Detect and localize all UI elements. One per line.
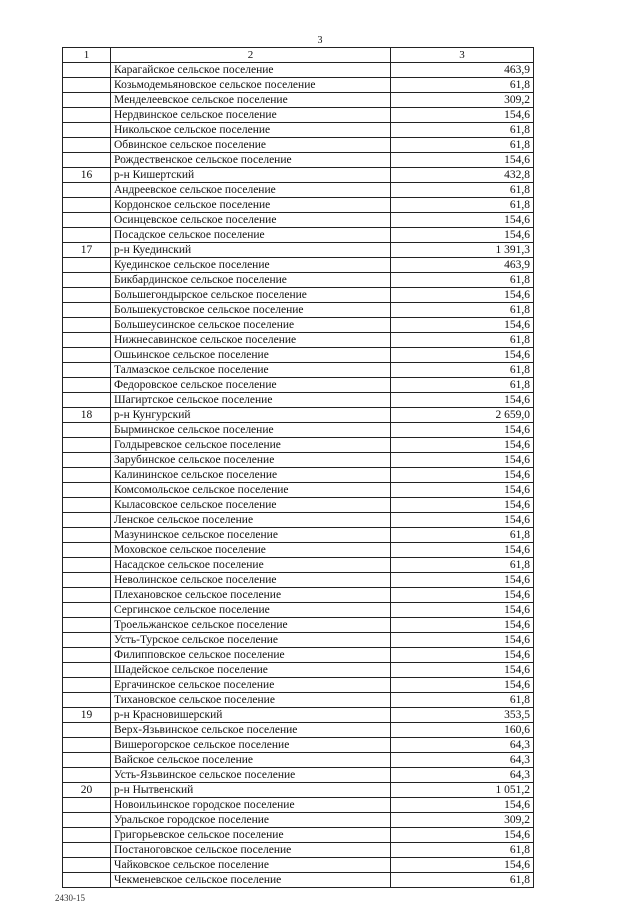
- footer-code: 2430-15: [55, 893, 85, 903]
- settlement-name-cell: Большеусинское сельское поселение: [111, 318, 391, 333]
- row-number-cell: [63, 198, 111, 213]
- amount-cell: 61,8: [391, 123, 534, 138]
- row-number-cell: [63, 663, 111, 678]
- table-row: [63, 648, 534, 663]
- row-number-cell: 16: [63, 168, 111, 183]
- table-row: [63, 633, 534, 648]
- table-row: [63, 558, 534, 573]
- settlement-name-cell: Кыласовское сельское поселение: [111, 498, 391, 513]
- table-row: [63, 108, 534, 123]
- table-row: [63, 318, 534, 333]
- amount-cell: 154,6: [391, 603, 534, 618]
- settlement-name-cell: Бикбардинское сельское поселение: [111, 273, 391, 288]
- amount-cell: 154,6: [391, 423, 534, 438]
- row-number-cell: [63, 423, 111, 438]
- table-row: [63, 378, 534, 393]
- settlement-name-cell: Моховское сельское поселение: [111, 543, 391, 558]
- amount-cell: 61,8: [391, 693, 534, 708]
- amount-cell: 154,6: [391, 513, 534, 528]
- settlement-name-cell: Постаноговское сельское поселение: [111, 843, 391, 858]
- settlement-name-cell: Зарубинское сельское поселение: [111, 453, 391, 468]
- table-row: [63, 453, 534, 468]
- settlement-name-cell: Тихановское сельское поселение: [111, 693, 391, 708]
- row-number-cell: [63, 573, 111, 588]
- amount-cell: 61,8: [391, 303, 534, 318]
- table-row: [63, 423, 534, 438]
- row-number-cell: [63, 648, 111, 663]
- settlement-name-cell: Талмазское сельское поселение: [111, 363, 391, 378]
- settlement-name-cell: Федоровское сельское поселение: [111, 378, 391, 393]
- table-row: [63, 153, 534, 168]
- row-number-cell: [63, 318, 111, 333]
- amount-cell: 154,6: [391, 678, 534, 693]
- settlement-name-cell: р-н Кишертский: [111, 168, 391, 183]
- amount-cell: 61,8: [391, 138, 534, 153]
- table-row: [63, 288, 534, 303]
- amount-cell: 61,8: [391, 363, 534, 378]
- table-row: [63, 168, 534, 183]
- row-number-cell: [63, 498, 111, 513]
- settlement-name-cell: Андреевское сельское поселение: [111, 183, 391, 198]
- settlement-name-cell: Вайское сельское поселение: [111, 753, 391, 768]
- row-number-cell: [63, 768, 111, 783]
- table-row: [63, 858, 534, 873]
- row-number-cell: [63, 363, 111, 378]
- row-number-cell: [63, 348, 111, 363]
- settlement-name-cell: р-н Куединский: [111, 243, 391, 258]
- table-row: [63, 408, 534, 423]
- settlement-name-cell: Менделеевское сельское поселение: [111, 93, 391, 108]
- settlement-name-cell: Голдыревское сельское поселение: [111, 438, 391, 453]
- amount-cell: 154,6: [391, 153, 534, 168]
- amount-cell: 61,8: [391, 558, 534, 573]
- row-number-cell: [63, 558, 111, 573]
- row-number-cell: 18: [63, 408, 111, 423]
- table-row: [63, 588, 534, 603]
- table-row: [63, 303, 534, 318]
- row-number-cell: [63, 378, 111, 393]
- amount-cell: 154,6: [391, 798, 534, 813]
- settlement-name-cell: Филипповское сельское поселение: [111, 648, 391, 663]
- table-row: [63, 813, 534, 828]
- row-number-cell: [63, 453, 111, 468]
- amount-cell: 2 659,0: [391, 408, 534, 423]
- row-number-cell: [63, 63, 111, 78]
- settlement-name-cell: р-н Красновишерский: [111, 708, 391, 723]
- table-header-row: [63, 48, 534, 63]
- amount-cell: 61,8: [391, 333, 534, 348]
- settlement-name-cell: Сергинское сельское поселение: [111, 603, 391, 618]
- amount-cell: 154,6: [391, 468, 534, 483]
- table-row: [63, 258, 534, 273]
- settlement-name-cell: Куединское сельское поселение: [111, 258, 391, 273]
- table-row: [63, 138, 534, 153]
- amount-cell: 61,8: [391, 843, 534, 858]
- amount-cell: 154,6: [391, 453, 534, 468]
- settlement-name-cell: Григорьевское сельское поселение: [111, 828, 391, 843]
- row-number-cell: [63, 273, 111, 288]
- settlement-name-cell: Вишерогорское сельское поселение: [111, 738, 391, 753]
- table-row: [63, 273, 534, 288]
- row-number-cell: [63, 213, 111, 228]
- settlement-name-cell: Усть-Турское сельское поселение: [111, 633, 391, 648]
- table-row: [63, 843, 534, 858]
- table-row: [63, 498, 534, 513]
- table-row: [63, 693, 534, 708]
- amount-cell: 154,6: [391, 348, 534, 363]
- settlement-name-cell: Бырминское сельское поселение: [111, 423, 391, 438]
- row-number-cell: 19: [63, 708, 111, 723]
- row-number-cell: [63, 123, 111, 138]
- row-number-cell: [63, 678, 111, 693]
- row-number-cell: [63, 78, 111, 93]
- table-row: [63, 603, 534, 618]
- row-number-cell: [63, 633, 111, 648]
- settlement-name-cell: Кордонское сельское поселение: [111, 198, 391, 213]
- amount-cell: 154,6: [391, 618, 534, 633]
- settlement-name-cell: Рождественское сельское поселение: [111, 153, 391, 168]
- amount-cell: 154,6: [391, 588, 534, 603]
- amount-cell: 64,3: [391, 738, 534, 753]
- amount-cell: 309,2: [391, 93, 534, 108]
- row-number-cell: [63, 738, 111, 753]
- table-row: [63, 483, 534, 498]
- table-row: [63, 663, 534, 678]
- row-number-cell: [63, 93, 111, 108]
- settlement-name-cell: Ошьинское сельское поселение: [111, 348, 391, 363]
- settlement-name-cell: Карагайское сельское поселение: [111, 63, 391, 78]
- amount-cell: 309,2: [391, 813, 534, 828]
- amount-cell: 154,6: [391, 648, 534, 663]
- row-number-cell: 20: [63, 783, 111, 798]
- table-row: [63, 738, 534, 753]
- amount-cell: 61,8: [391, 78, 534, 93]
- table-row: [63, 348, 534, 363]
- amount-cell: 154,6: [391, 228, 534, 243]
- amount-cell: 154,6: [391, 288, 534, 303]
- row-number-cell: [63, 798, 111, 813]
- row-number-cell: [63, 843, 111, 858]
- table-row: [63, 708, 534, 723]
- allocation-table: [62, 47, 534, 888]
- settlement-name-cell: Посадское сельское поселение: [111, 228, 391, 243]
- table-row: [63, 543, 534, 558]
- header-col-1: 1: [63, 48, 111, 63]
- amount-cell: 1 051,2: [391, 783, 534, 798]
- row-number-cell: [63, 138, 111, 153]
- settlement-name-cell: Мазунинское сельское поселение: [111, 528, 391, 543]
- table-body: [63, 48, 534, 888]
- row-number-cell: [63, 858, 111, 873]
- row-number-cell: [63, 483, 111, 498]
- table-row: [63, 468, 534, 483]
- amount-cell: 61,8: [391, 528, 534, 543]
- amount-cell: 154,6: [391, 543, 534, 558]
- amount-cell: 154,6: [391, 828, 534, 843]
- table-row: [63, 243, 534, 258]
- amount-cell: 154,6: [391, 498, 534, 513]
- row-number-cell: [63, 618, 111, 633]
- settlement-name-cell: Обвинское сельское поселение: [111, 138, 391, 153]
- row-number-cell: [63, 723, 111, 738]
- table-row: [63, 228, 534, 243]
- table-row: [63, 63, 534, 78]
- amount-cell: 154,6: [391, 318, 534, 333]
- settlement-name-cell: Калининское сельское поселение: [111, 468, 391, 483]
- amount-cell: 432,8: [391, 168, 534, 183]
- amount-cell: 154,6: [391, 483, 534, 498]
- row-number-cell: [63, 333, 111, 348]
- table-row: [63, 783, 534, 798]
- settlement-name-cell: Уральское городское поселение: [111, 813, 391, 828]
- amount-cell: 61,8: [391, 183, 534, 198]
- table-row: [63, 363, 534, 378]
- table-row: [63, 393, 534, 408]
- settlement-name-cell: Неволинское сельское поселение: [111, 573, 391, 588]
- table-row: [63, 123, 534, 138]
- amount-cell: 154,6: [391, 858, 534, 873]
- table-row: [63, 528, 534, 543]
- row-number-cell: [63, 753, 111, 768]
- row-number-cell: [63, 828, 111, 843]
- amount-cell: 353,5: [391, 708, 534, 723]
- row-number-cell: [63, 543, 111, 558]
- row-number-cell: [63, 468, 111, 483]
- table-row: [63, 873, 534, 888]
- table-row: [63, 753, 534, 768]
- amount-cell: 154,6: [391, 663, 534, 678]
- settlement-name-cell: Шадейское сельское поселение: [111, 663, 391, 678]
- amount-cell: 61,8: [391, 273, 534, 288]
- settlement-name-cell: Ленское сельское поселение: [111, 513, 391, 528]
- settlement-name-cell: Нердвинское сельское поселение: [111, 108, 391, 123]
- settlement-name-cell: Новоильинское городское поселение: [111, 798, 391, 813]
- row-number-cell: [63, 108, 111, 123]
- amount-cell: 61,8: [391, 378, 534, 393]
- amount-cell: 64,3: [391, 753, 534, 768]
- amount-cell: 61,8: [391, 198, 534, 213]
- amount-cell: 154,6: [391, 633, 534, 648]
- settlement-name-cell: Никольское сельское поселение: [111, 123, 391, 138]
- row-number-cell: [63, 693, 111, 708]
- settlement-name-cell: Усть-Язьвинское сельское поселение: [111, 768, 391, 783]
- table-row: [63, 618, 534, 633]
- settlement-name-cell: Троельжанское сельское поселение: [111, 618, 391, 633]
- settlement-name-cell: Плехановское сельское поселение: [111, 588, 391, 603]
- settlement-name-cell: Нижнесавинское сельское поселение: [111, 333, 391, 348]
- table-row: [63, 723, 534, 738]
- settlement-name-cell: Насадское сельское поселение: [111, 558, 391, 573]
- table-row: [63, 198, 534, 213]
- row-number-cell: [63, 183, 111, 198]
- amount-cell: 154,6: [391, 213, 534, 228]
- settlement-name-cell: р-н Кунгурский: [111, 408, 391, 423]
- table-row: [63, 333, 534, 348]
- amount-cell: 154,6: [391, 393, 534, 408]
- row-number-cell: [63, 303, 111, 318]
- amount-cell: 154,6: [391, 573, 534, 588]
- page-number: 3: [317, 35, 323, 46]
- settlement-name-cell: Осинцевское сельское поселение: [111, 213, 391, 228]
- settlement-name-cell: Большекустовское сельское поселение: [111, 303, 391, 318]
- settlement-name-cell: Шагиртское сельское поселение: [111, 393, 391, 408]
- amount-cell: 61,8: [391, 873, 534, 888]
- row-number-cell: 17: [63, 243, 111, 258]
- amount-cell: 154,6: [391, 438, 534, 453]
- table-row: [63, 573, 534, 588]
- table-row: [63, 798, 534, 813]
- row-number-cell: [63, 528, 111, 543]
- table-row: [63, 78, 534, 93]
- settlement-name-cell: р-н Нытвенский: [111, 783, 391, 798]
- amount-cell: 463,9: [391, 258, 534, 273]
- settlement-name-cell: Комсомольское сельское поселение: [111, 483, 391, 498]
- settlement-name-cell: Чайковское сельское поселение: [111, 858, 391, 873]
- row-number-cell: [63, 258, 111, 273]
- row-number-cell: [63, 288, 111, 303]
- amount-cell: 463,9: [391, 63, 534, 78]
- row-number-cell: [63, 603, 111, 618]
- table-row: [63, 183, 534, 198]
- row-number-cell: [63, 438, 111, 453]
- settlement-name-cell: Большегондырское сельское поселение: [111, 288, 391, 303]
- amount-cell: 1 391,3: [391, 243, 534, 258]
- table-row: [63, 513, 534, 528]
- table-row: [63, 678, 534, 693]
- amount-cell: 64,3: [391, 768, 534, 783]
- table-row: [63, 768, 534, 783]
- row-number-cell: [63, 873, 111, 888]
- table-row: [63, 213, 534, 228]
- header-col-2: 2: [111, 48, 391, 63]
- table-row: [63, 438, 534, 453]
- row-number-cell: [63, 813, 111, 828]
- table-row: [63, 93, 534, 108]
- amount-cell: 154,6: [391, 108, 534, 123]
- table-row: [63, 828, 534, 843]
- row-number-cell: [63, 393, 111, 408]
- amount-cell: 160,6: [391, 723, 534, 738]
- settlement-name-cell: Верх-Язьвинское сельское поселение: [111, 723, 391, 738]
- row-number-cell: [63, 513, 111, 528]
- row-number-cell: [63, 153, 111, 168]
- settlement-name-cell: Ергачинское сельское поселение: [111, 678, 391, 693]
- settlement-name-cell: Чекменевское сельское поселение: [111, 873, 391, 888]
- row-number-cell: [63, 588, 111, 603]
- header-col-3: 3: [391, 48, 534, 63]
- row-number-cell: [63, 228, 111, 243]
- settlement-name-cell: Козьмодемьяновское сельское поселение: [111, 78, 391, 93]
